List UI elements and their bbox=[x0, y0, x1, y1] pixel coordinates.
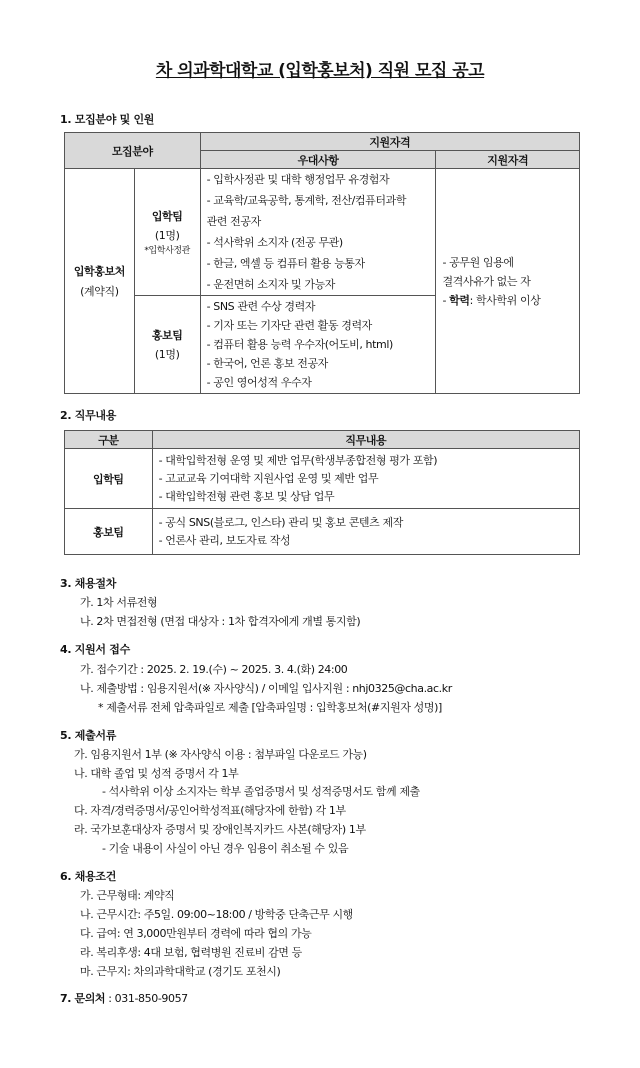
list-item: - 고교교육 기여대학 지원사업 운영 및 제반 업무 bbox=[158, 471, 379, 485]
list-item: - 공식 SNS(블로그, 인스타) 관리 및 홍보 콘텐츠 제작 bbox=[158, 515, 403, 529]
section-2-heading: 2. 직무내용 bbox=[60, 409, 117, 422]
team2-name: 홍보팀 bbox=[151, 329, 183, 342]
team2-count: (1명) bbox=[154, 348, 180, 361]
list-item: 나. 근무시간: 주5일. 09:00~18:00 / 방학중 단축근무 시행 bbox=[80, 908, 353, 921]
list-item: - 기술 내용이 사실이 아닌 경우 임용이 취소될 수 있음 bbox=[102, 842, 349, 855]
list-item: 나. 제출방법 : 임용지원서(※ 자사양식) / 이메일 입사지원 : nhj0325@cha.ac.kr bbox=[80, 682, 452, 695]
list-item: 마. 근무지: 차의과학대학교 (경기도 포천시) bbox=[80, 965, 281, 978]
header-preference: 우대사항 bbox=[200, 151, 436, 169]
contact-line bbox=[60, 990, 188, 1006]
header-category: 구분 bbox=[65, 431, 153, 449]
team1-note: *입학사정관 bbox=[144, 246, 190, 256]
section-1-heading: 1. 모집분야 및 인원 bbox=[60, 113, 155, 126]
list-item: - SNS 관련 수상 경력자 bbox=[206, 300, 316, 313]
list-item: 가. 1차 서류전형 bbox=[80, 596, 158, 609]
list-item: 나. 대학 졸업 및 성적 증명서 각 1부 bbox=[74, 767, 239, 780]
section-4-heading: 4. 지원서 접수 bbox=[60, 643, 130, 656]
header-requirement: 지원자격 bbox=[436, 151, 580, 169]
requirement-bold: 학력 bbox=[449, 293, 470, 307]
list-item: - 공인 영어성적 우수자 bbox=[206, 376, 312, 389]
list-item: - 교육학/교육공학, 통계학, 전산/컴퓨터과학 bbox=[206, 194, 407, 207]
list-item: - 컴퓨터 활용 능력 우수자(어도비, html) bbox=[206, 338, 393, 351]
page-title: 차 의과학대학교 (입학홍보처) 직원 모집 공고 bbox=[155, 61, 485, 81]
contact-label: 7. 문의처 bbox=[60, 992, 106, 1005]
team1-preferences bbox=[200, 169, 436, 296]
list-item: - 석사학위 소지자 (전공 무관) bbox=[206, 236, 343, 249]
requirement-line: 결격사유가 없는 자 bbox=[442, 274, 531, 288]
list-item: 가. 임용지원서 1부 (※ 자사양식 이용 : 첨부파일 다운로드 가능) bbox=[74, 748, 367, 761]
header-duty: 직무내용 bbox=[152, 431, 579, 449]
duty-row2-items bbox=[152, 509, 579, 555]
requirement-line: - 공무원 임용에 bbox=[442, 255, 514, 269]
list-item: - 대학입학전형 운영 및 제반 업무(학생부종합전형 평가 포함) bbox=[158, 453, 438, 467]
contact-phone: : 031-850-9057 bbox=[108, 992, 188, 1005]
team1-cell bbox=[134, 169, 200, 296]
team2-cell bbox=[134, 296, 200, 394]
duty-table bbox=[64, 430, 580, 555]
list-item: 관련 전공자 bbox=[206, 215, 261, 228]
dept-name: 입학홍보처 bbox=[73, 265, 125, 278]
duty-row2-name: 홍보팀 bbox=[65, 509, 153, 555]
team1-name: 입학팀 bbox=[151, 210, 183, 223]
list-item: - 운전면허 소지자 및 가능자 bbox=[206, 278, 336, 291]
list-item: - 한국어, 언론 홍보 전공자 bbox=[206, 357, 328, 370]
list-item: 가. 접수기간 : 2025. 2. 19.(수) ~ 2025. 3. 4.(화) 24:00 bbox=[80, 663, 348, 676]
dept-cell bbox=[65, 169, 135, 394]
list-item: 라. 국가보훈대상자 증명서 및 장애인복지카드 사본(해당자) 1부 bbox=[74, 823, 366, 836]
section-3-heading: 3. 채용절차 bbox=[60, 577, 117, 590]
team2-preferences bbox=[200, 296, 436, 394]
requirement-line bbox=[442, 291, 579, 310]
list-item: 다. 자격/경력증명서/공인어학성적표(해당자에 한함) 각 1부 bbox=[74, 804, 346, 817]
list-item: - 한글, 엑셀 등 컴퓨터 활용 능통자 bbox=[206, 257, 365, 270]
header-qualification: 지원자격 bbox=[200, 133, 579, 151]
list-item: * 제출서류 전체 압축파일로 제출 [압축파일명 : 입학홍보처(#지원자 성명)] bbox=[98, 701, 442, 714]
list-item: - 기자 또는 기자단 관련 활동 경력자 bbox=[206, 319, 372, 332]
list-item: - 대학입학전형 관련 홍보 및 상담 업무 bbox=[158, 489, 335, 503]
requirement-cell bbox=[436, 169, 580, 394]
section-5-heading: 5. 제출서류 bbox=[60, 729, 117, 742]
list-item: - 석사학위 이상 소지자는 학부 졸업증명서 및 성적증명서도 함께 제출 bbox=[102, 785, 420, 798]
header-field: 모집분야 bbox=[65, 133, 201, 169]
list-item: 나. 2차 면접전형 (면접 대상자 : 1차 합격자에게 개별 통지함) bbox=[80, 615, 361, 628]
list-item: - 언론사 관리, 보도자료 작성 bbox=[158, 533, 291, 547]
section-6-heading: 6. 채용조건 bbox=[60, 870, 117, 883]
list-item: 가. 근무형태: 계약직 bbox=[80, 889, 175, 902]
duty-row1-name: 입학팀 bbox=[65, 449, 153, 509]
list-item: 라. 복리후생: 4대 보험, 협력병원 진료비 감면 등 bbox=[80, 946, 302, 959]
list-item: - 입학사정관 및 대학 행정업무 유경험자 bbox=[206, 173, 390, 186]
list-item: 다. 급여: 연 3,000만원부터 경력에 따라 협의 가능 bbox=[80, 927, 312, 940]
dept-type: (계약직) bbox=[80, 285, 119, 298]
duty-row1-items bbox=[152, 449, 579, 509]
team1-count: (1명) bbox=[154, 229, 180, 242]
requirement-rest: : 학사학위 이상 bbox=[469, 293, 541, 307]
requirement-prefix: - bbox=[442, 293, 450, 307]
recruitment-table bbox=[64, 132, 580, 394]
